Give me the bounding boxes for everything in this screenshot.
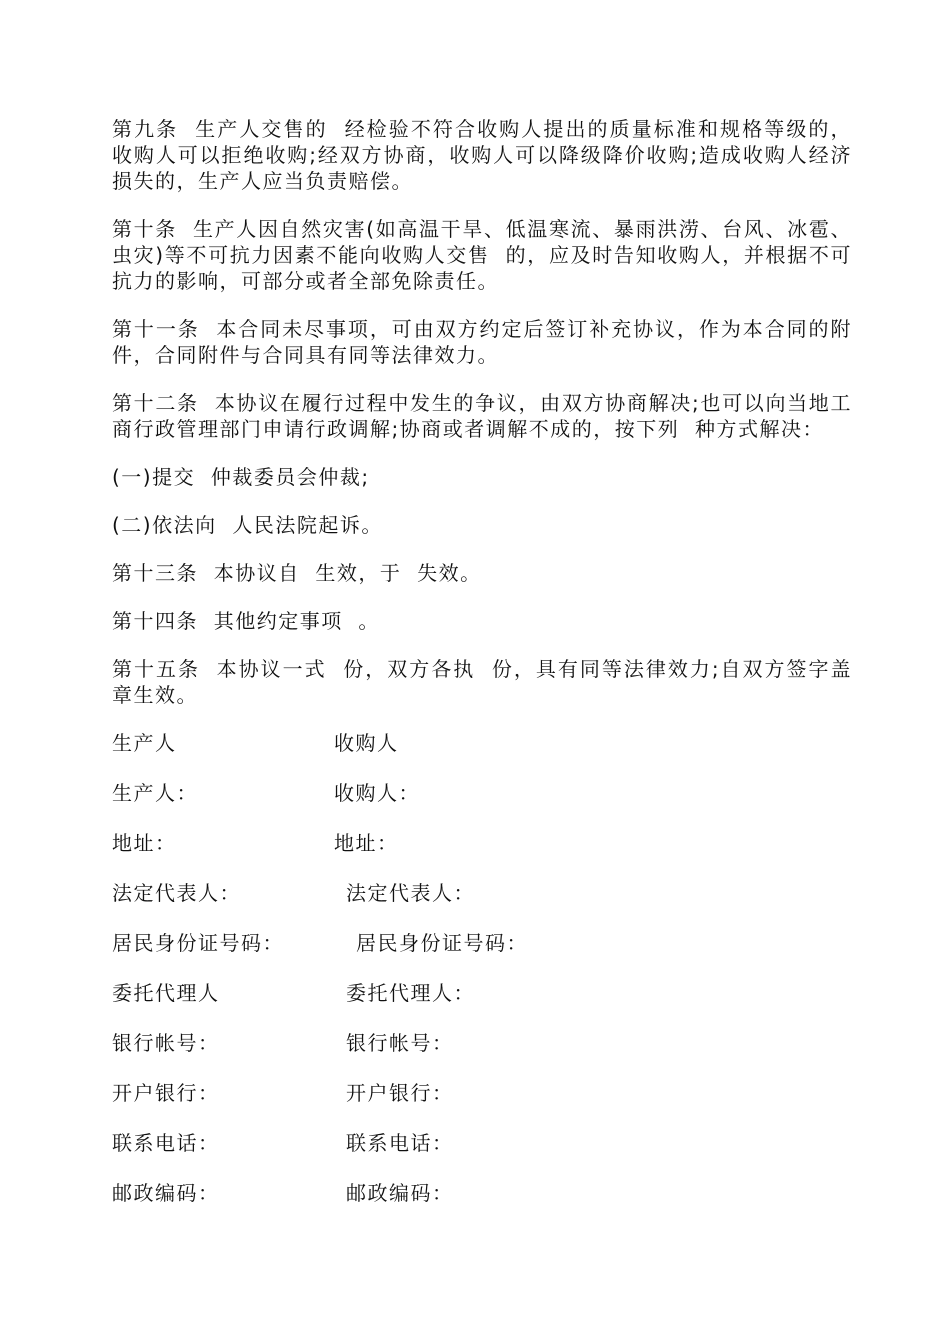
dispute-option-1: (一)提交 仲裁委员会仲裁; [112,465,370,489]
signature-row-phone [112,1130,852,1156]
signature-row-address [112,830,852,856]
buyer-phone-label: 联系电话： [346,1131,454,1155]
buyer-id-number-label: 居民身份证号码： [356,931,528,955]
buyer-postcode-label: 邮政编码： [346,1181,454,1205]
producer-name-label: 生产人： [112,781,198,805]
producer-agent-label: 委托代理人 [112,981,220,1005]
clause-10: 第十条 生产人因自然灾害(如高温干旱、低温寒流、暴雨洪涝、台风、冰雹、虫灾)等不可抗力因素不能向收购人交售 的，应及时告知收购人，并根据不可抗力的影响，可部分或者全部免除责任。 [112,217,852,293]
buyer-name-label: 收购人： [334,781,420,805]
signature-row-bank-account [112,1030,852,1056]
producer-legal-rep-label: 法定代表人： [112,881,241,905]
buyer-bank-label: 开户银行： [346,1081,454,1105]
buyer-address-label: 地址： [334,831,399,855]
clause-15: 第十五条 本协议一式 份，双方各执 份，具有同等法律效力;自双方签字盖章生效。 [112,657,852,707]
signature-row-postcode [112,1180,852,1206]
signature-row-bank [112,1080,852,1106]
producer-phone-label: 联系电话： [112,1131,220,1155]
clause-13: 第十三条 本协议自 生效，于 失效。 [112,561,482,585]
clause-14: 第十四条 其他约定事项 。 [112,609,380,633]
buyer-legal-rep-label: 法定代表人： [346,881,475,905]
dispute-option-2: (二)依法向 人民法院起诉。 [112,513,383,537]
clause-9: 第九条 生产人交售的 经检验不符合收购人提出的质量标准和规格等级的，收购人可以拒绝收购;经双方协商，收购人可以降级降价收购;造成收购人经济损失的，生产人应当负责赔偿。 [112,117,852,193]
producer-postcode-label: 邮政编码： [112,1181,220,1205]
buyer-label: 收购人 [334,731,399,755]
producer-bank-account-label: 银行帐号： [112,1031,220,1055]
signature-row-name [112,780,852,806]
signature-row-legal-rep [112,880,852,906]
clause-12: 第十二条 本协议在履行过程中发生的争议，由双方协商解决;也可以向当地工商行政管理部门申请行政调解;协商或者调解不成的，按下列 种方式解决： [112,391,852,441]
producer-bank-label: 开户银行： [112,1081,220,1105]
buyer-agent-label: 委托代理人： [346,981,475,1005]
signature-row-party [112,730,852,756]
document-page [112,116,852,1230]
producer-label: 生产人 [112,731,177,755]
signature-row-agent [112,980,852,1006]
clause-11: 第十一条 本合同未尽事项，可由双方约定后签订补充协议，作为本合同的附件，合同附件与合同具有同等法律效力。 [112,317,852,367]
signature-block [112,730,852,1206]
signature-row-id-number [112,930,852,956]
buyer-bank-account-label: 银行帐号： [346,1031,454,1055]
producer-address-label: 地址： [112,831,177,855]
producer-id-number-label: 居民身份证号码： [112,931,284,955]
